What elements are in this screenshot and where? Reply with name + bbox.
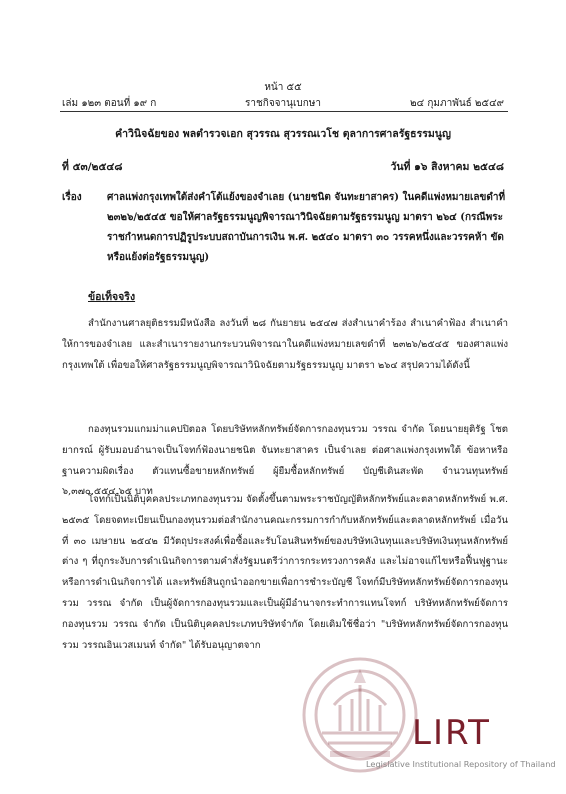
document-title: คำวินิจฉัยของ พลตำรวจเอก สุวรรณ สุวรรณเวโช ตุลาการศาลรัฐธรรมนูญ (115, 128, 451, 140)
header-rule (60, 111, 508, 112)
body-paragraph-3: โจทก์เป็นนิติบุคคลประเภทกองทุนรวม จัดตั้งขึ้นตามพระราชบัญญัติหลักทรัพย์และตลาดหลักทรัพย์ พ.ศ. ๒๕๓๕ โดยจดทะเบียนเป็นกองทุนรวมต่อสำนักงานคณะกรรมการกำกับหลักทรัพย์และตลาดหลักทรัพย์ เมื่อวันที่ ๓๐ เมษายน ๒๕๔๒ มีวัตถุประสงค์เพื่อซื้อและรับโอนสินทรัพย์ของบริษัทเงินทุนและบริษัทเงินทุนหลักทรัพย์ต่าง ๆ ที่ถูกระงับการดำเนินกิจการตามคำสั่งรัฐมนตรีว่าการกระทรวงการคลัง และไม่อาจแก้ไขหรือฟื้นฟูฐานะหรือการดำเนินกิจการได้ และทรัพย์สินถูกนำออกขายเพื่อการชำระบัญชี โจทก์มีบริษัทหลักทรัพย์จัดการกองทุนรวม วรรณ จำกัด เป็นผู้จัดการกองทุนรวมและเป็นผู้มีอำนาจกระทำการแทนโจทก์ บริษัทหลักทรัพย์จัดการกองทุนรวม วรรณ จำกัด เป็นนิติบุคคลประเภทบริษัทจำกัด โดยเดิมใช้ชื่อว่า "บริษัทหลักทรัพย์จัดการกองทุนรวม วรรณอินเวสเมนท์ จำกัด" ได้รับอนุญาตจาก (62, 494, 508, 651)
lirt-logo: LIRT (412, 713, 491, 753)
section-heading: ข้อเท็จจริง (88, 291, 136, 303)
gazette-volume: เล่ม ๑๒๓ ตอนที่ ๑๙ ก (62, 98, 157, 109)
subject-text: ศาลแพ่งกรุงเทพใต้ส่งคำโต้แย้งของจำเลย (นายชนิต จันทะยาสาคร) ในคดีแพ่งหมายเลขดำที่ ๒๓๒๖/๒๕๔๕ ขอให้ศาลรัฐธรรมนูญพิจารณาวินิจฉัยตามรัฐธรรมนูญ มาตรา ๒๖๔ (กรณีพระราชกำหนดการปฏิรูประบบสถาบันการเงิน พ.ศ. ๒๕๔๐ มาตรา ๓๐ วรรคหนึ่งและวรรคห้า ขัดหรือแย้งต่อรัฐธรรมนูญ) (107, 192, 506, 263)
gazette-date: ๒๔ กุมภาพันธ์ ๒๕๔๙ (410, 98, 504, 109)
body-paragraph-1: สำนักงานศาลยุติธรรมมีหนังสือ ลงวันที่ ๒๘ กันยายน ๒๕๔๗ ส่งสำเนาคำร้อง สำเนาคำฟ้อง สำเนาคำให้การของจำเลย และสำเนารายงานกระบวนพิจารณาในคดีแพ่งหมายเลขดำที่ ๒๓๒๖/๒๕๔๕ ของศาลแพ่งกรุงเทพใต้ เพื่อขอให้ศาลรัฐธรรมนูญพิจารณาวินิจฉัยตามรัฐธรรมนูญ มาตรา ๒๖๔ สรุปความได้ดังนี้ (62, 318, 508, 371)
subject-label: เรื่อง (62, 192, 82, 203)
document-number: ที่ ๕๓/๒๕๔๘ (62, 161, 123, 173)
parliament-seal-icon (300, 655, 420, 775)
lirt-logo-subtitle: Legislative Institutional Repository of Thailand (366, 759, 556, 769)
gazette-name: ราชกิจจานุเบกษา (244, 98, 322, 109)
page-number: หน้า ๕๕ (264, 82, 302, 93)
document-date: วันที่ ๑๖ สิงหาคม ๒๕๔๘ (390, 161, 504, 173)
body-paragraph-2: กองทุนรวมแกมม่าแคปปิตอล โดยบริษัทหลักทรัพย์จัดการกองทุนรวม วรรณ จำกัด โดยนายยุติรัฐ โชตยากรณ์ ผู้รับมอบอำนาจเป็นโจทก์ฟ้องนายชนิต จันทะยาสาคร เป็นจำเลย ต่อศาลแพ่งกรุงเทพใต้ ข้อหาหรือฐานความผิดเรื่อง ตัวแทนซื้อขายหลักทรัพย์ ผู้ยืมซื้อหลักทรัพย์ บัญชีเดินสะพัด จำนวนทุนทรัพย์ ๖,๓๗๐,๕๕๔.๖๕ บาท (62, 424, 508, 498)
subject-block (62, 188, 508, 268)
